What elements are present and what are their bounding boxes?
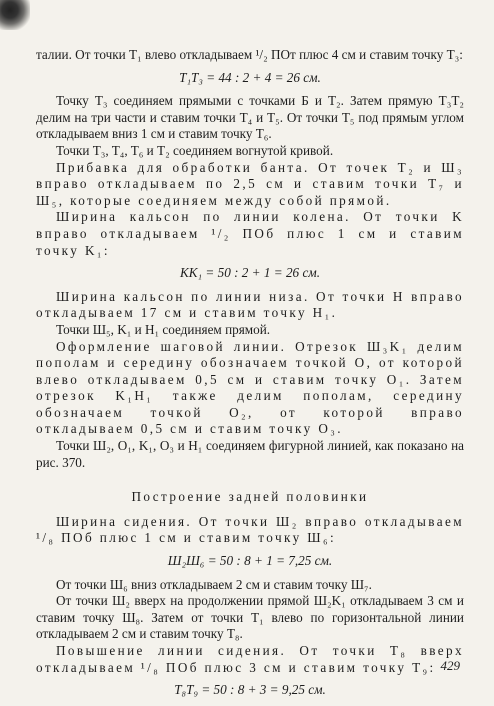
section-heading: Построение задней половинки (131, 489, 369, 505)
paragraph-seat-raise: Повышение линии сидения. От точки T₈ вверх откладываем ¹/₈ ПОб плюс 3 см и ставим точку T₉: (36, 643, 464, 675)
paragraph-bottom-width: Ширина кальсон по линии низа. От точки H вправо откладываем 17 см и ставим точку H₁. (36, 288, 464, 321)
paragraph-2: Точку T₃ соединяем прямыми с точками Б и T₂. Затем прямую T₃T₂ делим на три части и ставим точки T₄ и T₅. От точки T₅ под прямым углом откладываем вниз 1 см и ставим точку T₆. (36, 93, 464, 142)
paragraph-connect-straight: Точки Ш₅, K₁ и H₁ соединяем прямой. (56, 321, 271, 337)
formula-t1t3: T₁T₃ = 44 : 2 + 4 = 26 см. (179, 69, 321, 85)
formula-t8t9: T₈T₉ = 50 : 8 + 3 = 9,25 см. (174, 682, 326, 698)
formula-sh2sh6: Ш₂Ш₆ = 50 : 8 + 1 = 7,25 см. (167, 553, 333, 569)
paragraph-1: талии. От точки T₁ влево откладываем ¹/₂ ПОт плюс 4 см и ставим точку T₃: (36, 47, 463, 62)
paragraph-seat-width: Ширина сидения. От точки Ш₂ вправо откладываем ¹/₈ ПОб плюс 1 см и ставим точку Ш₆: (36, 513, 464, 546)
document-body (36, 47, 464, 706)
paragraph-3: Точки T₃, T₄, T₆ и T₂ соединяем вогнутой кривой. (56, 142, 334, 158)
paragraph-knee-width: Ширина кальсон по линии колена. От точки K вправо откладываем ¹/₂ ПОб плюс 1 см и ставим точку K₁: (36, 209, 464, 258)
page-corner-mark (0, 0, 30, 30)
paragraph-sh8-t8: От точки Ш₂ вверх на продолжении прямой Ш₂K₁ откладываем 3 см и ставим точку Ш₈. Затем от точки T₁ влево по горизонтальной линии откладываем 2 см и ставим точку T₈. (36, 593, 464, 642)
paragraph-curve-line: Точки Ш₂, O₁, K₁, O₃ и H₁ соединяем фигурной линией, как показано на рис. 370. (36, 438, 464, 470)
paragraph-bow-allowance: Прибавка для обработки банта. От точек T₂ и Ш₃ вправо откладываем по 2,5 см и ставим точки T₇ и Ш₅, которые соединяем между собой прямой. (36, 159, 464, 208)
formula-kk1: KK₁ = 50 : 2 + 1 = 26 см. (179, 265, 321, 281)
paragraph-inseam: Оформление шаговой линии. Отрезок Ш₃K₁ делим пополам и середину обозначаем точкой O, от которой влево откладываем 0,5 см и ставим точку O₁. Затем отрезок K₁H₁ также делим пополам, середину обозначаем точкой O₂, от которой вправо откладываем 0,5 см и ставим точку O₃. (36, 338, 464, 437)
paragraph-sh7: От точки Ш₆ вниз откладываем 2 см и ставим точку Ш₇. (56, 576, 372, 592)
page-number: 429 (440, 658, 460, 673)
